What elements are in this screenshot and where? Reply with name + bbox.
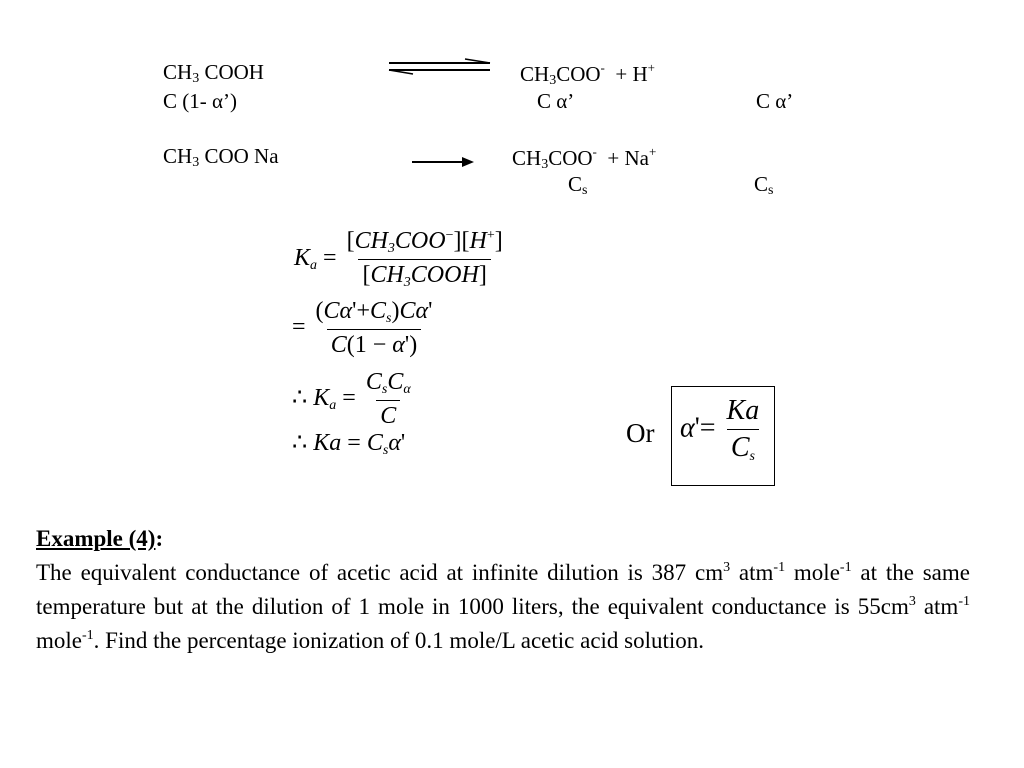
example-sup-1: 3 [723, 560, 731, 575]
example-block [36, 522, 970, 658]
reaction2-products: $CH_3COO^- + Na^+$ [512, 144, 657, 172]
alpha-expression: α'= $\frac{Ka}{C_s}$ [680, 395, 760, 464]
example-text-5: atm [915, 594, 959, 619]
reaction2-reactant: $CH_3$ COO Na [163, 144, 279, 170]
boxed-alpha-equation [671, 386, 775, 486]
reaction2-conc-product1: $C_s$ [568, 172, 588, 198]
example-sup-6: -1 [82, 628, 94, 643]
reaction1-reactant: $CH_3$ COOH [163, 60, 264, 86]
example-sup-3: -1 [839, 560, 852, 575]
forward-arrow-icon [410, 154, 476, 170]
example-text-4: at the same temperature but at the dilution of 1 mole in 1000 liters, the equivalent conductance is 55cm [36, 560, 970, 619]
reaction1-conc-product2: C α’ [756, 89, 794, 113]
ka-simplified: ∴ $K_a$ = $\frac{C_sC_\alpha}{C}$ [292, 369, 411, 429]
example-text-7: . Find the percentage ionization of 0.1 mole/L acetic acid solution. [93, 628, 705, 653]
ka-final: ∴ $Ka = C_s\alpha'$ [292, 430, 406, 458]
example-text-6: mole [36, 628, 82, 653]
example-sup-5: -1 [958, 594, 970, 609]
example-heading-colon: : [155, 526, 164, 551]
reaction2-conc-product2: $C_s$ [754, 172, 774, 198]
example-sup-2: -1 [773, 560, 786, 575]
or-label: Or [626, 418, 655, 448]
ka-expression: $K_a$ = $\frac{[CH_3COO^-][H^+]}{[CH_3COOH]}$ [294, 228, 503, 290]
example-text-1: The equivalent conductance of acetic acid at infinite dilution is 387 cm [36, 560, 724, 585]
reaction1-conc-reactant: C (1- α’) [163, 89, 237, 113]
example-sup-4: 3 [908, 594, 916, 609]
ka-substituted: = $\frac{(C\alpha'+C_s)C\alpha'}{C(1 - \alpha')}$ [292, 298, 433, 358]
reaction1-products: $CH_3COO^- + H^+$ [520, 60, 655, 88]
equilibrium-arrow-icon [385, 58, 495, 76]
reaction1-conc-product1: C α’ [537, 89, 575, 113]
example-heading: Example (4) [36, 526, 156, 551]
example-text-2: atm [730, 560, 774, 585]
example-text-3: mole [785, 560, 840, 585]
